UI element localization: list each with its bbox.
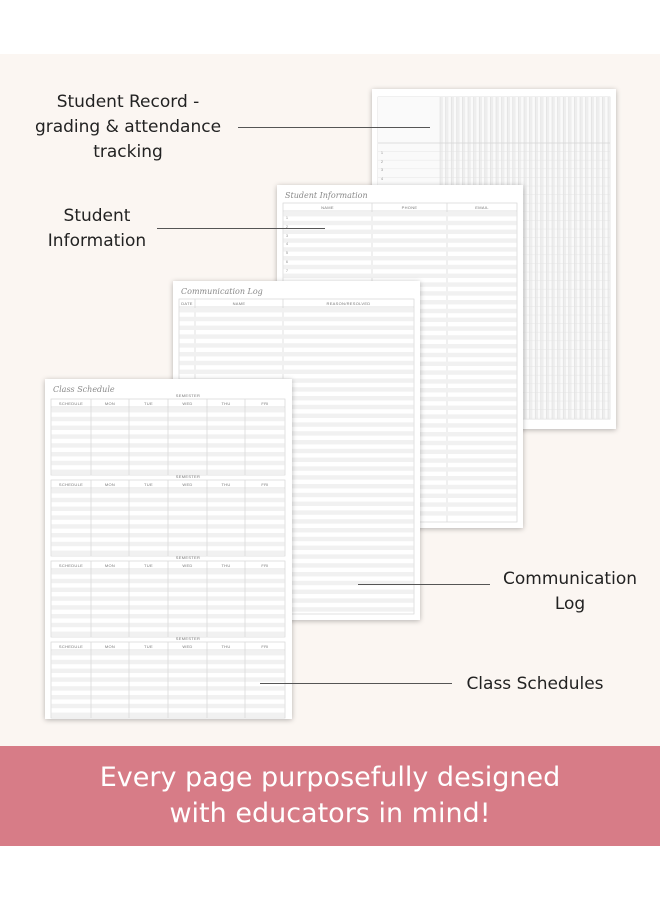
row-number: 2 xyxy=(286,224,288,229)
table-row-shade xyxy=(284,238,517,242)
callout-student-record xyxy=(18,90,238,165)
column-header-schedule: SCHEDULE xyxy=(58,644,84,649)
callout-class-schedules-text: Class Schedules xyxy=(466,674,604,694)
row-number: 4 xyxy=(381,176,383,181)
column-header-tue: TUE xyxy=(144,401,153,406)
table-row-shade xyxy=(180,352,414,356)
column-header-mon: MON xyxy=(104,563,116,568)
row-number: 3 xyxy=(381,168,383,173)
callout-communication-log-text: Communication Log xyxy=(503,569,637,614)
class-schedule-page xyxy=(45,379,292,719)
leader-line-class-schedules xyxy=(260,683,452,684)
column-header-schedule: SCHEDULE xyxy=(58,482,84,487)
column-shade xyxy=(602,97,605,419)
column-header-reason: REASON/RESOLVED xyxy=(326,301,371,306)
column-shade xyxy=(569,97,572,419)
table-row-shade xyxy=(180,308,414,312)
tagline-banner xyxy=(0,746,660,846)
callout-communication-log xyxy=(490,567,650,617)
column-header-thu: THU xyxy=(221,563,231,568)
callout-class-schedules xyxy=(455,672,615,697)
column-header-fri: FRI xyxy=(261,482,269,487)
column-shade xyxy=(608,97,611,419)
column-shade xyxy=(552,97,555,419)
schedule-block xyxy=(51,561,285,637)
leader-line-student-information xyxy=(157,228,325,229)
table-row-shade xyxy=(180,317,414,321)
column-shade xyxy=(597,97,600,419)
callout-student-information xyxy=(32,204,162,254)
row-number: 4 xyxy=(286,242,288,247)
class-schedule-title: Class Schedule xyxy=(53,385,115,394)
column-shade xyxy=(541,97,544,419)
column-header-date: DATE xyxy=(181,301,193,306)
leader-line-student-record xyxy=(238,127,430,128)
column-header-wed: WED xyxy=(182,401,193,406)
row-number: 6 xyxy=(286,259,288,264)
column-header-fri: FRI xyxy=(261,644,269,649)
leader-line-communication-log xyxy=(358,584,490,585)
column-header-thu: THU xyxy=(221,644,231,649)
column-shade xyxy=(580,97,583,419)
table-row-shade xyxy=(180,370,414,374)
schedule-block xyxy=(51,480,285,556)
row-number: 1 xyxy=(381,151,383,155)
table-row-shade xyxy=(284,256,517,260)
column-shade xyxy=(586,97,589,419)
tagline-line-1: Every page purposefully designed xyxy=(99,762,561,793)
row-number: 5 xyxy=(286,251,288,256)
column-shade xyxy=(558,97,561,419)
row-number: 3 xyxy=(286,233,288,238)
table-row-shade xyxy=(284,247,517,251)
column-header-schedule: SCHEDULE xyxy=(58,401,84,406)
table-row-shade xyxy=(284,212,517,216)
column-shade xyxy=(591,97,594,419)
column-header-tue: TUE xyxy=(144,563,153,568)
table-row-shade xyxy=(180,361,414,365)
schedule-block xyxy=(51,642,285,718)
column-header-wed: WED xyxy=(182,644,193,649)
column-shade xyxy=(574,97,577,419)
callout-student-record-text: Student Record - grading & attendance tracking xyxy=(34,92,222,162)
class-schedule-grid xyxy=(45,379,292,719)
column-header-fri: FRI xyxy=(261,563,269,568)
column-header-phone: PHONE xyxy=(401,205,418,210)
table-row-shade xyxy=(180,334,414,338)
column-header-name: NAME xyxy=(321,205,334,210)
column-shade xyxy=(535,97,538,419)
semester-label: SEMESTER xyxy=(175,474,201,479)
column-header-schedule: SCHEDULE xyxy=(58,563,84,568)
row-number: 1 xyxy=(286,216,288,220)
table-row-shade xyxy=(180,343,414,347)
column-header-tue: TUE xyxy=(144,482,153,487)
column-header-mon: MON xyxy=(104,401,116,406)
table-row-shade xyxy=(284,265,517,269)
row-number: 7 xyxy=(286,268,288,273)
column-header-mon: MON xyxy=(104,482,116,487)
table-row-shade xyxy=(284,274,517,278)
column-header-wed: WED xyxy=(182,482,193,487)
column-shade xyxy=(524,97,527,419)
table-row-shade xyxy=(180,326,414,330)
column-shade xyxy=(530,97,533,419)
column-header-wed: WED xyxy=(182,563,193,568)
semester-label: SEMESTER xyxy=(175,636,201,641)
student-information-title: Student Information xyxy=(285,191,368,200)
column-header-thu: THU xyxy=(221,482,231,487)
column-header-fri: FRI xyxy=(261,401,269,406)
schedule-block xyxy=(51,399,285,475)
tagline-line-2: with educators in mind! xyxy=(169,798,491,829)
row-number: 2 xyxy=(381,159,383,164)
column-header-thu: THU xyxy=(221,401,231,406)
column-shade xyxy=(546,97,549,419)
semester-label: SEMESTER xyxy=(175,555,201,560)
table-row-shade xyxy=(284,221,517,225)
column-header-email: EMAIL xyxy=(475,205,489,210)
student-information-row-numbers xyxy=(286,214,288,276)
column-header-mon: MON xyxy=(104,644,116,649)
column-header-tue: TUE xyxy=(144,644,153,649)
table-row-shade xyxy=(284,230,517,234)
column-shade xyxy=(563,97,566,419)
communication-log-title: Communication Log xyxy=(181,287,263,296)
callout-student-information-text: Student Information xyxy=(47,206,147,251)
semester-label: SEMESTER xyxy=(175,393,201,398)
column-header-name: NAME xyxy=(232,301,246,306)
